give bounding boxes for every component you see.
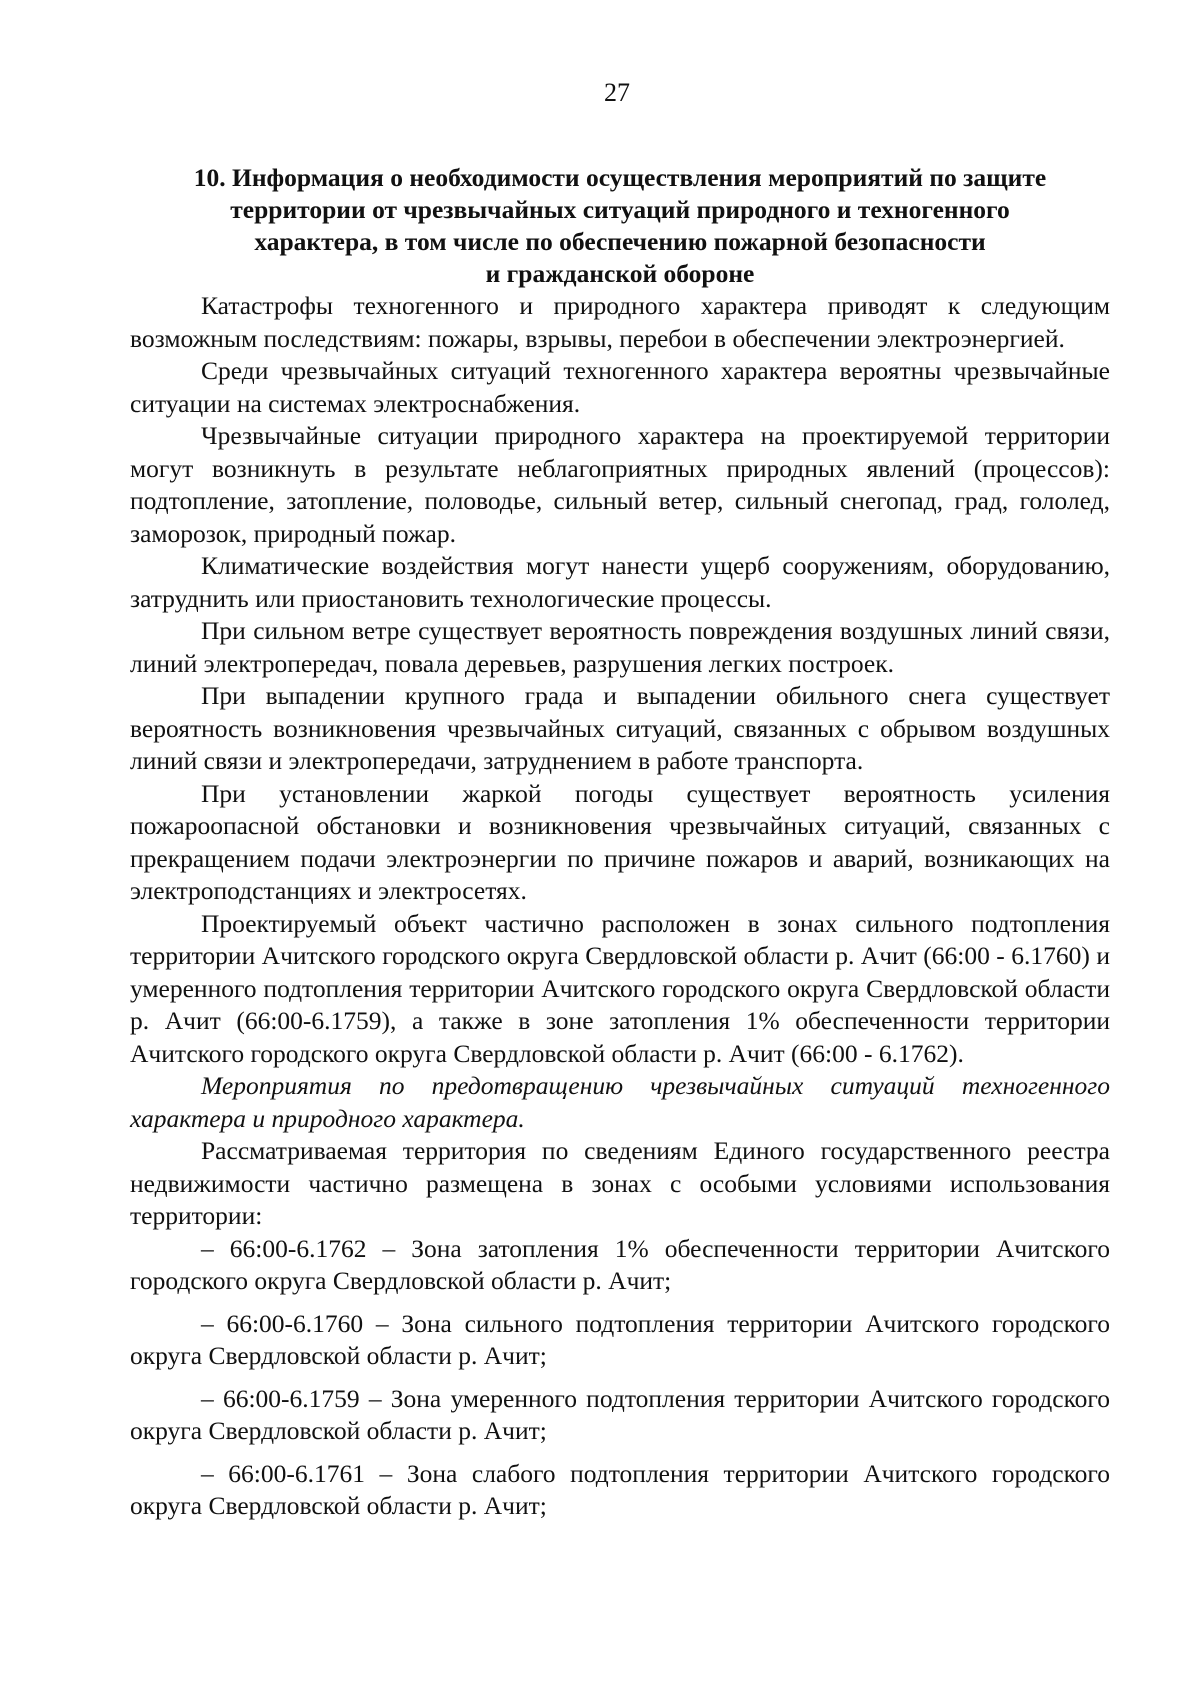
heading-line-4: и гражданской обороне	[485, 259, 755, 288]
paragraph-wind: При сильном ветре существует вероятность повреждения воздушных линий связи, линий электропередач, повала деревьев, разрушения легких построек.	[130, 616, 1110, 678]
heading-line-3: характера, в том числе по обеспечению пожарной безопасности	[254, 227, 986, 256]
paragraph-natural: Чрезвычайные ситуации природного характера на проектируемой территории могут возникнуть в результате неблагоприятных природных явлений (процессов): подтопление, затопление, половодье, сильный ветер, сильный снегопад, град, гололед, заморозок, природный пожар.	[130, 421, 1110, 548]
list-item-zone-6-1759: – 66:00-6.1759 – Зона умеренного подтопления территории Ачитского городского округа Свердловской области р. Ачит;	[130, 1383, 1110, 1445]
section-heading	[130, 162, 1110, 290]
list-item-zone-6-1760: – 66:00-6.1760 – Зона сильного подтопления территории Ачитского городского округа Свердловской области р. Ачит;	[130, 1308, 1110, 1370]
heading-line-2: территории от чрезвычайных ситуаций природного и техногенного	[230, 195, 1010, 224]
list-item-zone-6-1762: – 66:00-6.1762 – Зона затопления 1% обеспеченности территории Ачитского городского округа Свердловской области р. Ачит;	[130, 1233, 1110, 1295]
page-number: 27	[604, 78, 630, 107]
paragraph-hail-snow: При выпадении крупного града и выпадении обильного снега существует вероятность возникновения чрезвычайных ситуаций, связанных с обрывом воздушных линий связи и электропередачи, затруднением в работе транспорта.	[130, 681, 1110, 775]
page-content	[130, 162, 1110, 1523]
paragraph-consequences: Катастрофы техногенного и природного характера приводят к следующим возможным последствиям: пожары, взрывы, перебои в обеспечении электроэнергией.	[130, 291, 1110, 353]
paragraph-measures-title: Мероприятия по предотвращению чрезвычайных ситуаций техногенного характера и природного характера.	[130, 1071, 1110, 1133]
paragraph-technogenic: Среди чрезвычайных ситуаций техногенного характера вероятны чрезвычайные ситуации на системах электроснабжения.	[130, 356, 1110, 418]
list-item-zone-6-1761: – 66:00-6.1761 – Зона слабого подтопления территории Ачитского городского округа Свердловской области р. Ачит;	[130, 1458, 1110, 1520]
paragraph-project-location: Проектируемый объект частично расположен в зонах сильного подтопления территории Ачитского городского округа Свердловской области р. Ачит (66:00 - 6.1760) и умеренного подтопления территории Ачитского городского округа Свердловской области р. Ачит (66:00-6.1759), а также в зоне затопления 1% обеспеченности территории Ачитского городского округа Свердловской области р. Ачит (66:00 - 6.1762).	[130, 908, 1110, 1068]
heading-line-1: 10. Информация о необходимости осуществления мероприятий по защите	[193, 163, 1047, 192]
paragraph-climatic: Климатические воздействия могут нанести ущерб сооружениям, оборудованию, затруднить или приостановить технологические процессы.	[130, 551, 1110, 613]
paragraph-registry: Рассматриваемая территория по сведениям Единого государственного реестра недвижимости частично размещена в зонах с особыми условиями использования территории:	[130, 1136, 1110, 1230]
paragraph-heat: При установлении жаркой погоды существует вероятность усиления пожароопасной обстановки и возникновения чрезвычайных ситуаций, связанных с прекращением подачи электроэнергии по причине пожаров и аварий, возникающих на электроподстанциях и электросетях.	[130, 778, 1110, 905]
